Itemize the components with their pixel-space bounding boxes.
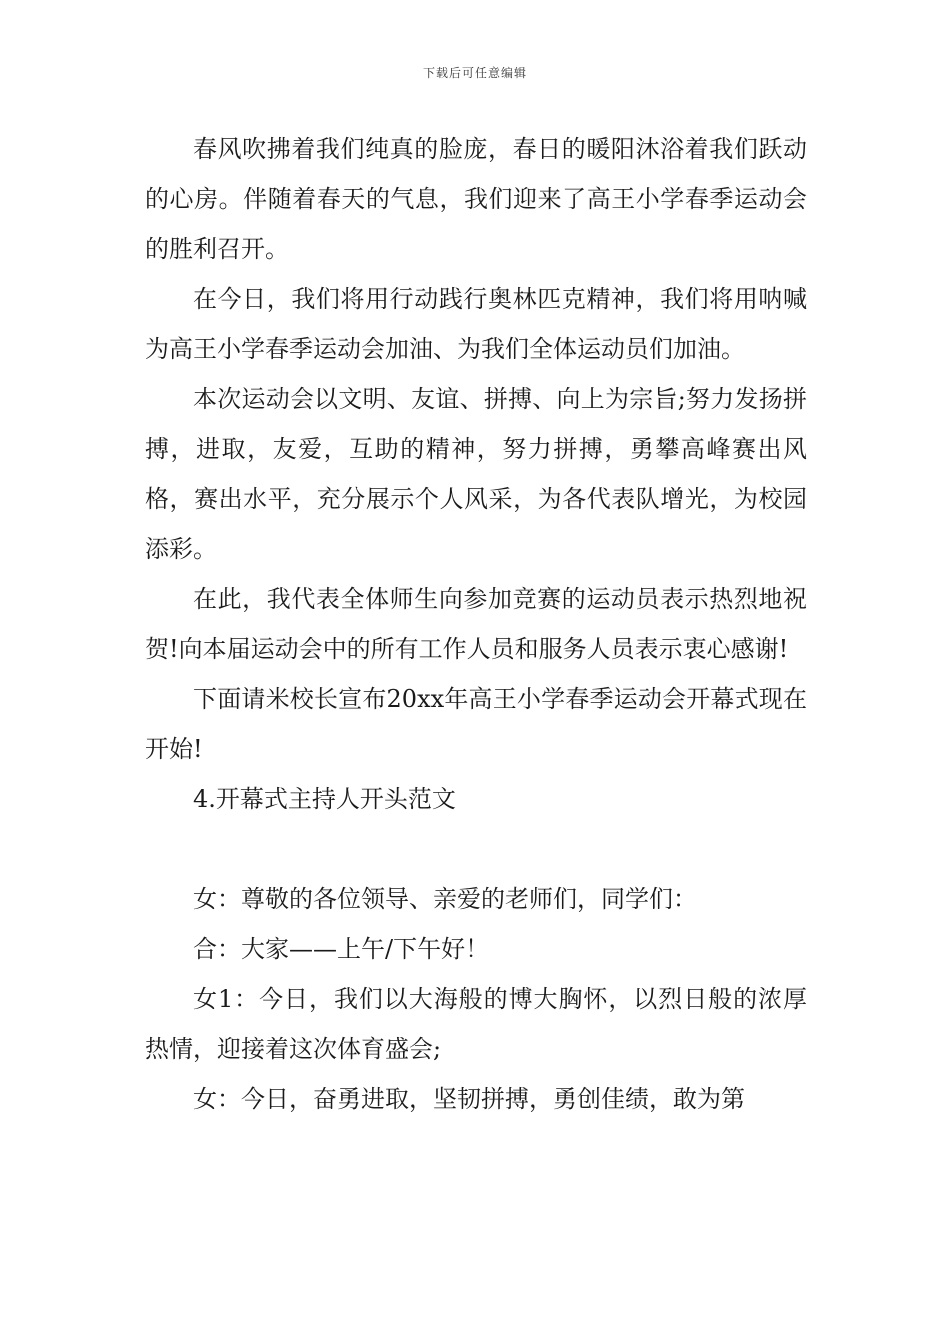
paragraph: 合：大家——上午/下午好！: [193, 935, 490, 963]
paragraph: 本次运动会以文明、友谊、拼搏、向上为宗旨;努力发扬拼搏，进取，友爱，互助的精神，努力拼搏，勇攀高峰赛出风格，赛出水平，充分展示个人风采，为各代表队增光，为校园添彩。: [145, 385, 807, 563]
page-header: 下载后可任意编辑: [422, 66, 527, 80]
paragraph: 在今日，我们将用行动践行奥林匹克精神，我们将用呐喊为高王小学春季运动会加油、为我们全体运动员们加油。: [145, 285, 807, 363]
document-body: [145, 124, 807, 1124]
paragraph: 下面请米校长宣布20xx年高王小学春季运动会开幕式现在开始!: [145, 685, 807, 763]
paragraph: 春风吹拂着我们纯真的脸庞，春日的暖阳沐浴着我们跃动的心房。伴随着春天的气息，我们迎来了高王小学春季运动会的胜利召开。: [145, 135, 807, 263]
paragraph: 女：尊敬的各位领导、亲爱的老师们，同学们：: [193, 885, 697, 913]
paragraph: 女：今日，奋勇进取，坚韧拼搏，勇创佳绩，敢为第: [193, 1085, 745, 1113]
section-heading: 4.开幕式主持人开头范文: [193, 785, 456, 813]
paragraph: 女1：今日，我们以大海般的博大胸怀，以烈日般的浓厚热情，迎接着这次体育盛会;: [145, 985, 807, 1063]
blank-line: [145, 824, 807, 874]
paragraph: 在此，我代表全体师生向参加竞赛的运动员表示热烈地祝贺!向本届运动会中的所有工作人员和服务人员表示衷心感谢!: [145, 585, 807, 663]
